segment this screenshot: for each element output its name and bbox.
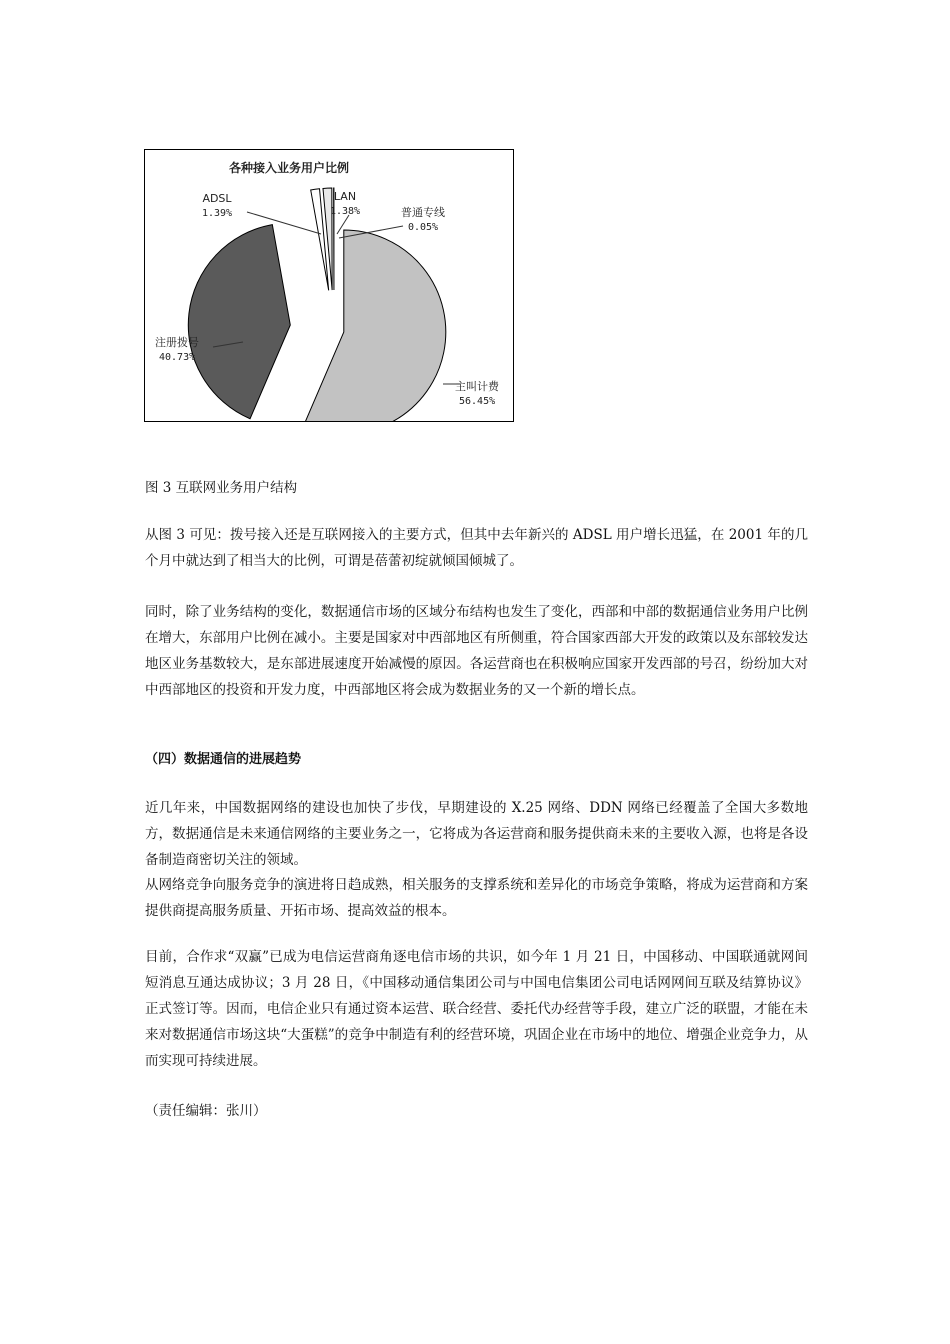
slice-label-1: 注册拨号 bbox=[155, 336, 199, 349]
slice-label-3: LAN bbox=[333, 190, 357, 203]
slice-value-0: 56.45% bbox=[459, 396, 496, 407]
slice-value-4: 0.05% bbox=[407, 222, 439, 233]
pie-chart bbox=[145, 150, 513, 421]
slice-label-0: 主叫计费 bbox=[455, 380, 499, 393]
paragraph-5: 目前，合作求“双赢”已成为电信运营商角逐电信市场的共识，如今年 1 月 21 日，中国移动、中国联通就网间短消息互通达成协议；3 月 28 日，《中国移动通信集团公司与中国电信集团公司电话网网间互联及结算协议》正式签订等。因而，电信企业只有通过资本运营、联合经营、委托代办经营等手段，建立广泛的联盟，才能在未来对数据通信市场这块“大蛋糕”的竞争中制造有利的经营环境，巩固企业在市场中的地位、增强企业竞争力，从而实现可持续进展。 bbox=[145, 949, 808, 1069]
slice-value-2: 1.39% bbox=[201, 208, 233, 219]
section-heading: （四）数据通信的进展趋势 bbox=[145, 752, 302, 767]
editor-note: （责任编辑：张川） bbox=[145, 1103, 267, 1119]
slice-value-1: 40.73% bbox=[159, 352, 196, 363]
pie-slice-1 bbox=[188, 225, 290, 419]
paragraph-2: 同时，除了业务结构的变化，数据通信市场的区域分布结构也发生了变化，西部和中部的数据通信业务用户比例在增大，东部用户比例在减小。主要是国家对中西部地区有所侧重，符合国家西部大开发的政策以及东部较发达地区业务基数较大，是东部进展速度开始减慢的原因。各运营商也在积极响应国家开发西部的号召，纷纷加大对中西部地区的投资和开发力度，中西部地区将会成为数据业务的又一个新的增长点。 bbox=[145, 604, 808, 698]
paragraph-1: 从图 3 可见：拨号接入还是互联网接入的主要方式，但其中去年新兴的 ADSL 用户增长迅猛，在 2001 年的几个月中就达到了相当大的比例，可谓是蓓蕾初绽就倾国倾城了。 bbox=[145, 527, 808, 569]
slice-label-2: ADSL bbox=[202, 192, 232, 205]
slice-value-3: 1.38% bbox=[329, 206, 361, 217]
figure-caption: 图 3 互联网业务用户结构 bbox=[145, 480, 298, 496]
chart-title: 各种接入业务用户比例 bbox=[228, 161, 350, 175]
paragraph-4: 从网络竞争向服务竞争的演进将日趋成熟，相关服务的支撑系统和差异化的市场竞争策略，将成为运营商和方案提供商提高服务质量、开拓市场、提高效益的根本。 bbox=[145, 877, 808, 919]
paragraph-3: 近几年来，中国数据网络的建设也加快了步伐，早期建设的 X.25 网络、DDN 网络已经覆盖了全国大多数地方，数据通信是未来通信网络的主要业务之一，它将成为各运营商和服务提供商未来的主要收入源，也将是各设备制造商密切关注的领域。 bbox=[145, 800, 808, 868]
pie-chart-figure bbox=[144, 149, 514, 422]
slice-label-4: 普通专线 bbox=[401, 206, 445, 219]
